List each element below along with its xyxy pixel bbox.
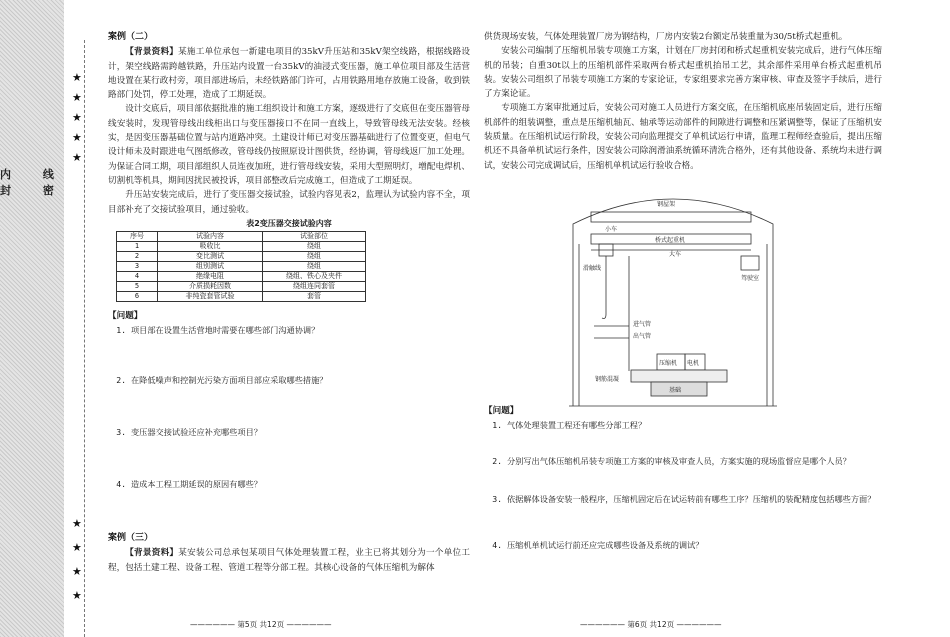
- background-text: 某施工单位承包一新建电项目的35kV升压站和35kV架空线路，根据线路设计，架空线路需跨越铁路，升压站内设置一台35kV的油浸式变压器，施工单位项目部及生活营地设置在某行政村旁，项目部进场后，未经铁路部门许可，占用铁路用地存放施工设备，收到铁路部门处罚，停工处理，造成了工期延误。: [108, 47, 470, 101]
- table-header: 试验部位: [263, 231, 366, 241]
- question-3: 3. 依据解体设备安装一般程序，压缩机固定后在试运转前有哪些工序？压缩机的装配精度包括哪些方面？: [492, 494, 876, 505]
- binding-cut-line: [84, 40, 85, 637]
- transformer-test-table: [116, 231, 366, 302]
- table-header: 试验内容: [158, 231, 263, 241]
- table-cell: 2: [117, 251, 158, 261]
- hook: [602, 314, 606, 319]
- binding-margin: [0, 0, 64, 637]
- concrete-support: [631, 370, 727, 382]
- label-support: 钢筋混凝: [595, 376, 620, 383]
- gas-pipes: [594, 326, 629, 338]
- label-roof: 钢屋架: [657, 201, 676, 208]
- case-3-continued: 供货现场安装，气体处理装置厂房为钢结构，厂房内安装2台额定吊装重量为30/5t桥式起重机。: [484, 32, 848, 42]
- case-2-paragraph-2: 设计交底后，项目部依据批准的施工组织设计和施工方案，逐级进行了交底但在变压器管母线安装时，发现管母线出线柜出口与变压器接口不在同一直线上，导致管母线无法安装。经核实，是因变压器基础位置与站内道路冲突。土建设计师已对变压器基础进行了位置变更，但电气设计师未及时跟进电气图纸修改，管母线仍按照原设计图供货，经协调，管母线返厂加工处理。为保证合同工期，项目部组织人员连夜加班，进行管母线安装，采用大型照明灯，增配电焊机、切割机等机具，期间因扰民被投诉，项目部整改后完成施工，但造成了工期延误。: [108, 104, 470, 186]
- label-slide-wire: 滑触线: [583, 265, 602, 272]
- star-icon: ★: [72, 517, 82, 530]
- label-girder: 大车: [669, 251, 682, 258]
- background-lead: 【背景资料】: [125, 548, 179, 559]
- question-4: 4. 压缩机单机试运行前还应完成哪些设备及系统的调试？: [492, 540, 704, 551]
- table-cell: 组别测试: [158, 261, 263, 271]
- label-trolley: 小车: [605, 226, 618, 233]
- table-cell: 绕组、铁心及夹件: [263, 271, 366, 281]
- case-2-title: 案例（二）: [108, 32, 154, 42]
- star-icon: ★: [72, 71, 82, 84]
- table-cell: 绕组连同套管: [263, 281, 366, 291]
- case-3-text: 某安装公司总承包某项目气体处理装置工程，业主已将其划分为一个单位工程，包括土建工程、设备工程、管道工程等分部工程。其核心设备的气体压缩机为解体: [108, 548, 470, 573]
- label-cab: 驾驶室: [741, 275, 760, 282]
- table-cell: 吸收比: [158, 241, 263, 251]
- table-row: [117, 251, 366, 261]
- table-row: [117, 281, 366, 291]
- label-gas-out: 出气管: [633, 333, 652, 340]
- right-page-footer: —————— 第6页 共12页 ——————: [580, 620, 722, 629]
- table-cell: 6: [117, 291, 158, 301]
- case-3-paragraph-a: 安装公司编制了压缩机吊装专项施工方案，计划在厂房封闭和桥式起重机安装完成后，进行气体压缩机的吊装；自重30t以上的压缩机部件采取两台桥式起重机抬吊工艺，其余部件采用单台桥式起重机吊装。安装公司组织了吊装专项施工方案的专家论证，专家组要求完善方案审核、审查及签字手续后，进行了方案论证。: [484, 46, 882, 100]
- table-row: [117, 271, 366, 281]
- table-cell: 绕组: [263, 251, 366, 261]
- left-page-footer: —————— 第5页 共12页 ——————: [190, 620, 332, 629]
- right-page: [484, 30, 882, 173]
- star-icon: ★: [72, 131, 82, 144]
- table-cell: 3: [117, 261, 158, 271]
- question-1: 1. 气体处理装置工程还有哪些分部工程？: [492, 420, 647, 431]
- star-icon: ★: [72, 91, 82, 104]
- questions-title: 【问题】: [484, 406, 519, 416]
- case-3-title: 案例（三）: [108, 533, 154, 544]
- questions-title: 【问题】: [108, 310, 143, 321]
- table-cell: 绕组: [263, 241, 366, 251]
- table-cell: 绕组: [263, 261, 366, 271]
- table-cell: 变比测试: [158, 251, 263, 261]
- table-cell: 非纯瓷套管试验: [158, 291, 263, 301]
- table-row: [117, 261, 366, 271]
- label-gas-in: 进气管: [633, 321, 652, 328]
- star-icon: ★: [72, 541, 82, 554]
- label-crane: 桥式起重机: [655, 237, 686, 244]
- question-3: 3. 变压器交接试验还应补充哪些项目？: [116, 427, 262, 438]
- background-lead: 【背景资料】: [125, 47, 179, 58]
- case-3-paragraph-b: 专项施工方案审批通过后，安装公司对施工人员进行方案交底，在压缩机底座吊装固定后，进行压缩机部件的组装调整，重点是压缩机轴瓦、轴承等运动部件的间隙进行调整和压紧调整等，保证了压缩机安装质量。在压缩机试运行阶段，安装公司向监理提交了单机试运行申请，监理工程师经查验后，提出压缩机还不具备单机试运行条件，因安装公司除润滑油系统循环清洗合格外，还有其他设备、系统均未进行调试，安装公司完成调试后，压缩机单机试运行验收合格。: [484, 103, 882, 171]
- left-page: [108, 30, 470, 575]
- question-2: 2. 在降低噪声和控制光污染方面项目部应采取哪些措施？: [116, 375, 328, 386]
- table-row: [117, 291, 366, 301]
- table-cell: 1: [117, 241, 158, 251]
- star-icon: ★: [72, 589, 82, 602]
- case-2-background: [108, 45, 470, 102]
- table-header: 序号: [117, 231, 158, 241]
- question-4: 4. 造成本工程工期延误的原因有哪些？: [116, 479, 262, 490]
- table-title: 表2变压器交接试验内容: [246, 218, 332, 228]
- table-cell: 4: [117, 271, 158, 281]
- operator-cab: [741, 256, 759, 270]
- case-3-background: [108, 546, 470, 575]
- label-motor: 电机: [687, 360, 700, 367]
- steel-truss: [591, 212, 751, 222]
- label-foundation: 基础: [669, 387, 682, 394]
- table-cell: 绝缘电阻: [158, 271, 263, 281]
- question-1: 1. 项目部在设置生活营地时需要在哪些部门沟通协调？: [116, 325, 320, 336]
- star-icon: ★: [72, 565, 82, 578]
- label-compressor: 压缩机: [659, 360, 678, 367]
- table-cell: 5: [117, 281, 158, 291]
- right-questions: [484, 404, 882, 552]
- star-icon: ★: [72, 111, 82, 124]
- star-icon: ★: [72, 151, 82, 164]
- table-header-row: [117, 231, 366, 241]
- table-row: [117, 241, 366, 251]
- compressor-crane-diagram: [569, 186, 777, 408]
- binding-label: 内 线 封 密: [0, 168, 68, 197]
- page-number: 第6页 共12页: [627, 620, 675, 629]
- page-number: 第5页 共12页: [237, 620, 285, 629]
- table-cell: 介质损耗因数: [158, 281, 263, 291]
- question-2: 2. 分别写出气体压缩机吊装专项施工方案的审核及审查人员，方案实施的现场监督应是哪个人员？: [492, 456, 851, 467]
- case-2-paragraph-3: 升压站安装完成后，进行了变压器交接试验，试验内容见表2，监理认为试验内容不全，项目部补充了交接试验项目，通过验收。: [108, 190, 470, 215]
- table-cell: 套管: [263, 291, 366, 301]
